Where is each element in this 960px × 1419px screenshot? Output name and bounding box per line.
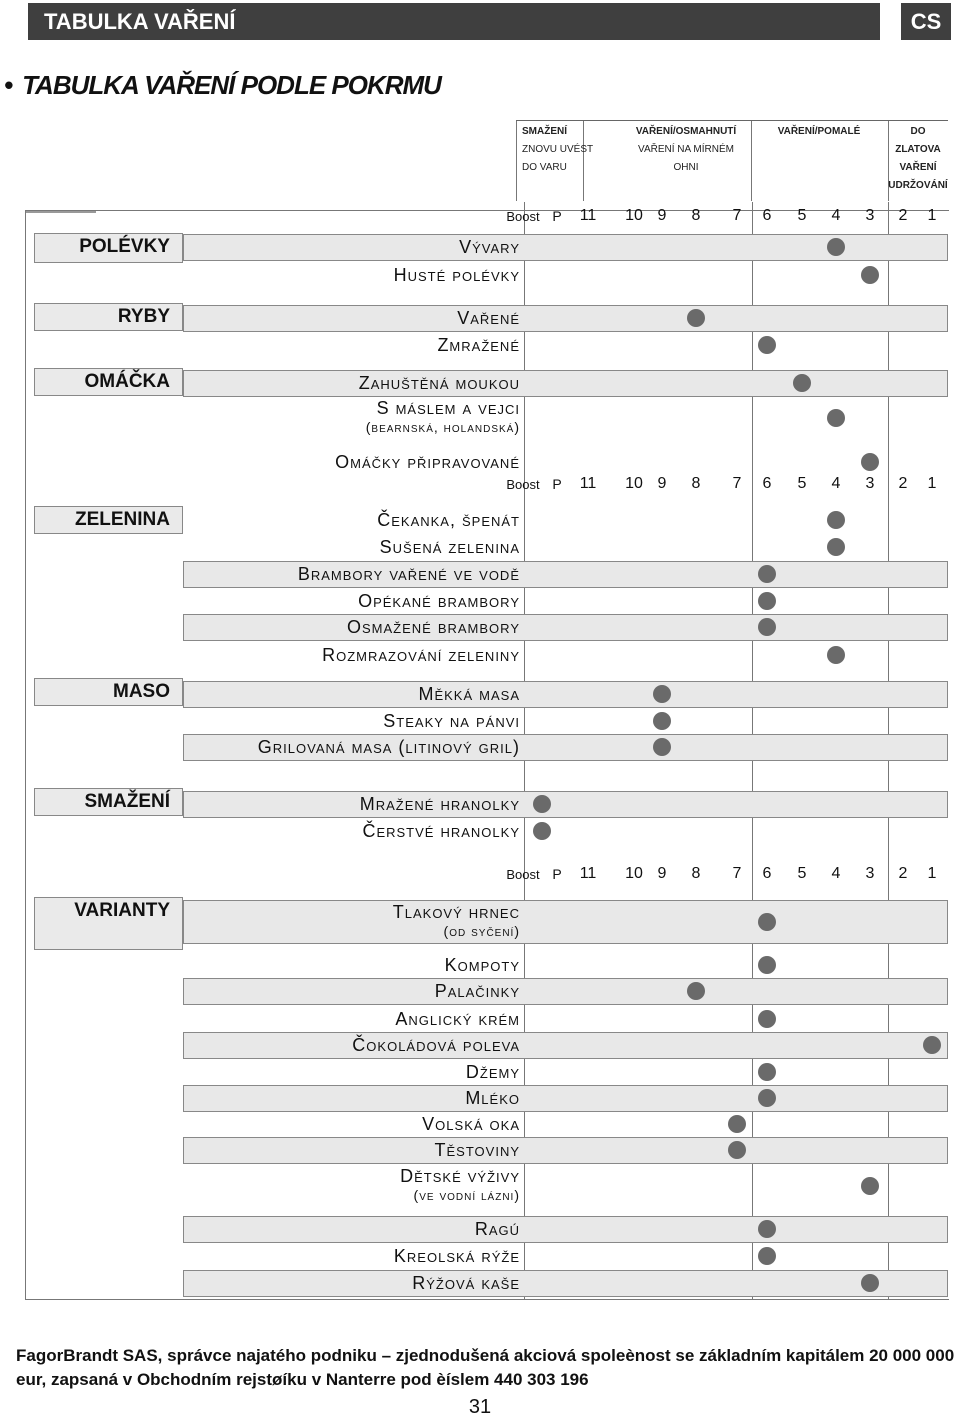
language-badge xyxy=(901,3,951,40)
column-group-keep-warm xyxy=(888,123,948,195)
power-level-label: 2 xyxy=(898,207,908,224)
food-item-name: Dětské výživy xyxy=(400,1166,520,1186)
column-group-name: SMAŽENÍ xyxy=(522,126,567,137)
column-group-header xyxy=(516,120,948,201)
power-level-label: 3 xyxy=(865,475,875,492)
column-group-line: VAŘENÍ xyxy=(899,162,937,173)
food-item-label: Mražené hranolky xyxy=(359,794,520,814)
food-item-label: Volská oka xyxy=(422,1114,520,1134)
power-level-dot xyxy=(861,266,879,284)
food-item-label: Rozmrazování zeleniny xyxy=(322,645,520,665)
power-level-label: 10 xyxy=(625,475,643,492)
food-item-label: Džemy xyxy=(465,1062,520,1082)
power-level-dot xyxy=(758,913,776,931)
food-item-label xyxy=(393,902,520,940)
power-level-dot xyxy=(827,646,845,664)
power-level-label: P xyxy=(552,476,562,492)
power-level-dot xyxy=(533,795,551,813)
power-level-label: 11 xyxy=(579,207,597,224)
food-item-label: Omáčky připravované xyxy=(335,452,520,472)
power-level-label: 1 xyxy=(927,207,937,224)
power-level-dot xyxy=(827,238,845,256)
power-level-label: P xyxy=(552,208,562,224)
column-group-line: UDRŽOVÁNÍ xyxy=(888,180,948,191)
power-level-label: 6 xyxy=(762,865,772,882)
power-scale-row xyxy=(0,475,960,495)
table-row xyxy=(183,791,948,818)
power-level-dot xyxy=(653,738,671,756)
food-item-label: Palačinky xyxy=(434,981,520,1001)
power-level-label: 11 xyxy=(579,475,597,492)
food-item-label: Anglický krém xyxy=(395,1009,520,1029)
category-label: POLÉVKY xyxy=(79,236,170,257)
power-level-label: 5 xyxy=(797,475,807,492)
power-level-label: 4 xyxy=(831,207,841,224)
table-row xyxy=(183,900,948,944)
column-group-name: VAŘENÍ/OSMAHNUTÍ xyxy=(635,126,737,137)
power-level-label: 4 xyxy=(831,475,841,492)
power-level-dot xyxy=(758,1220,776,1238)
footer-line: eur, zapsaná v Obchodním rejstøíku v Nanterre pod èíslem 440 303 196 xyxy=(16,1370,589,1389)
power-level-label: 7 xyxy=(732,207,742,224)
power-level-label: P xyxy=(552,866,562,882)
power-level-label: 8 xyxy=(691,475,701,492)
power-level-label: 1 xyxy=(927,865,937,882)
table-row xyxy=(183,370,948,397)
power-level-label: 5 xyxy=(797,865,807,882)
column-group-name: DO xyxy=(910,126,926,137)
food-item-label: Kreolská rýže xyxy=(393,1246,520,1266)
language-label: CS xyxy=(910,9,942,34)
power-level-dot xyxy=(758,1247,776,1265)
power-level-dot xyxy=(728,1115,746,1133)
power-level-dot xyxy=(758,1089,776,1107)
footer-line: FagorBrandt SAS, správce najatého podniku – zjednodušená akciová spoleènost se základním kapitálem 20 000 000 xyxy=(16,1346,955,1365)
food-item-label: Sušená zelenina xyxy=(379,537,520,557)
food-item-label xyxy=(400,1166,520,1204)
power-level-dot xyxy=(687,309,705,327)
power-level-label: Boost xyxy=(506,477,540,492)
food-item-label: Čerstvé hranolky xyxy=(362,821,520,841)
food-item-label: Rýžová kaše xyxy=(412,1273,520,1293)
category-label: OMÁČKA xyxy=(84,371,170,392)
power-level-dot xyxy=(827,538,845,556)
power-level-label: Boost xyxy=(506,209,540,224)
food-item-label: Těstoviny xyxy=(434,1140,520,1160)
column-group-line: OHNI xyxy=(673,162,699,173)
power-level-label: 3 xyxy=(865,865,875,882)
power-level-dot xyxy=(533,822,551,840)
food-item-label: Měkká masa xyxy=(418,684,520,704)
food-item-label: Husté polévky xyxy=(393,265,520,285)
category-label: SMAŽENÍ xyxy=(84,791,170,812)
category-label: VARIANTY xyxy=(74,900,170,921)
column-group-name: VAŘENÍ/POMALÉ xyxy=(777,126,861,137)
column-group-line: DO VARU xyxy=(522,162,567,173)
power-level-label: 8 xyxy=(691,865,701,882)
table-row xyxy=(183,1216,948,1243)
column-group-line: ZLATOVA xyxy=(895,144,941,155)
section-title-text: TABULKA VAŘENÍ PODLE POKRMU xyxy=(22,70,441,100)
column-group-line: VAŘENÍ NA MÍRNÉM xyxy=(638,144,734,155)
food-item-note: (od syčení) xyxy=(443,923,520,939)
column-group-slow xyxy=(754,123,884,141)
food-item-note: (bearnská, holandská) xyxy=(365,419,520,435)
power-scale-row xyxy=(0,865,960,885)
section-title xyxy=(4,70,441,101)
power-level-dot xyxy=(758,1063,776,1081)
food-item-label: Grilovaná masa (litinový gril) xyxy=(257,737,520,757)
food-item-label: Steaky na pánvi xyxy=(383,711,520,731)
power-level-dot xyxy=(923,1036,941,1054)
power-level-label: 10 xyxy=(625,207,643,224)
food-item-label: Vařené xyxy=(457,308,520,328)
food-item-name: S máslem a vejci xyxy=(376,398,520,418)
column-group-simmer xyxy=(626,123,746,177)
page-header-title: TABULKA VAŘENÍ xyxy=(44,9,236,34)
header-divider xyxy=(516,121,517,201)
food-item-label: Brambory vařené ve vodě xyxy=(297,564,520,584)
power-level-dot xyxy=(758,592,776,610)
power-level-dot xyxy=(861,1177,879,1195)
power-level-label: 7 xyxy=(732,865,742,882)
page-number: 31 xyxy=(468,1396,492,1418)
power-level-label: 10 xyxy=(625,865,643,882)
food-item-label: Mléko xyxy=(465,1088,520,1108)
power-level-dot xyxy=(758,618,776,636)
food-item-label: Zmražené xyxy=(437,335,520,355)
category-label: ZELENINA xyxy=(75,509,170,530)
power-scale-row xyxy=(0,207,960,227)
table-row xyxy=(183,681,948,708)
power-level-dot xyxy=(758,956,776,974)
power-level-label: 9 xyxy=(657,207,667,224)
power-level-label: 2 xyxy=(898,475,908,492)
header-divider xyxy=(751,121,752,201)
power-level-label: 5 xyxy=(797,207,807,224)
power-level-label: 6 xyxy=(762,207,772,224)
power-level-label: 3 xyxy=(865,207,875,224)
power-level-dot xyxy=(861,1274,879,1292)
page-header-bar xyxy=(28,3,880,40)
table-row xyxy=(183,1137,948,1164)
food-item-label: Kompoty xyxy=(444,955,520,975)
table-row xyxy=(183,978,948,1005)
power-level-dot xyxy=(758,565,776,583)
category-label: RYBY xyxy=(117,306,170,327)
table-row xyxy=(183,614,948,641)
food-item-label: Ragú xyxy=(474,1219,520,1239)
power-level-label: 11 xyxy=(579,865,597,882)
footer xyxy=(16,1344,956,1392)
power-level-dot xyxy=(758,336,776,354)
food-item-label: Osmažené brambory xyxy=(346,617,520,637)
power-level-label: 9 xyxy=(657,475,667,492)
power-level-label: 4 xyxy=(831,865,841,882)
category-label: MASO xyxy=(113,681,170,702)
table-row xyxy=(183,1032,948,1059)
table-row xyxy=(183,1270,948,1297)
power-level-dot xyxy=(653,685,671,703)
power-level-dot xyxy=(827,511,845,529)
power-level-dot xyxy=(861,453,879,471)
power-level-dot xyxy=(758,1010,776,1028)
power-level-label: 6 xyxy=(762,475,772,492)
food-item-label: Zahuštěná moukou xyxy=(358,373,520,393)
food-item-label: Opékané brambory xyxy=(358,591,520,611)
food-item-note: (ve vodní lázni) xyxy=(413,1187,520,1203)
table-row xyxy=(183,305,948,332)
power-level-label: 2 xyxy=(898,865,908,882)
power-level-label: 9 xyxy=(657,865,667,882)
food-item-label: Čekanka, špenát xyxy=(377,510,520,530)
food-item-label xyxy=(366,398,520,436)
power-level-label: 1 xyxy=(927,475,937,492)
power-level-label: 8 xyxy=(691,207,701,224)
power-level-dot xyxy=(827,409,845,427)
power-level-label: Boost xyxy=(506,867,540,882)
column-group-frying xyxy=(522,123,602,177)
food-item-name: Tlakový hrnec xyxy=(392,902,520,922)
power-level-label: 7 xyxy=(732,475,742,492)
power-level-dot xyxy=(728,1141,746,1159)
power-level-dot xyxy=(793,374,811,392)
power-level-dot xyxy=(653,712,671,730)
table-row xyxy=(183,1085,948,1112)
column-group-line: ZNOVU UVÉST xyxy=(522,144,594,155)
food-item-label: Vývary xyxy=(459,237,520,257)
power-level-dot xyxy=(687,982,705,1000)
bullet-icon: • xyxy=(4,70,13,100)
food-item-label: Čokoládová poleva xyxy=(352,1035,520,1055)
